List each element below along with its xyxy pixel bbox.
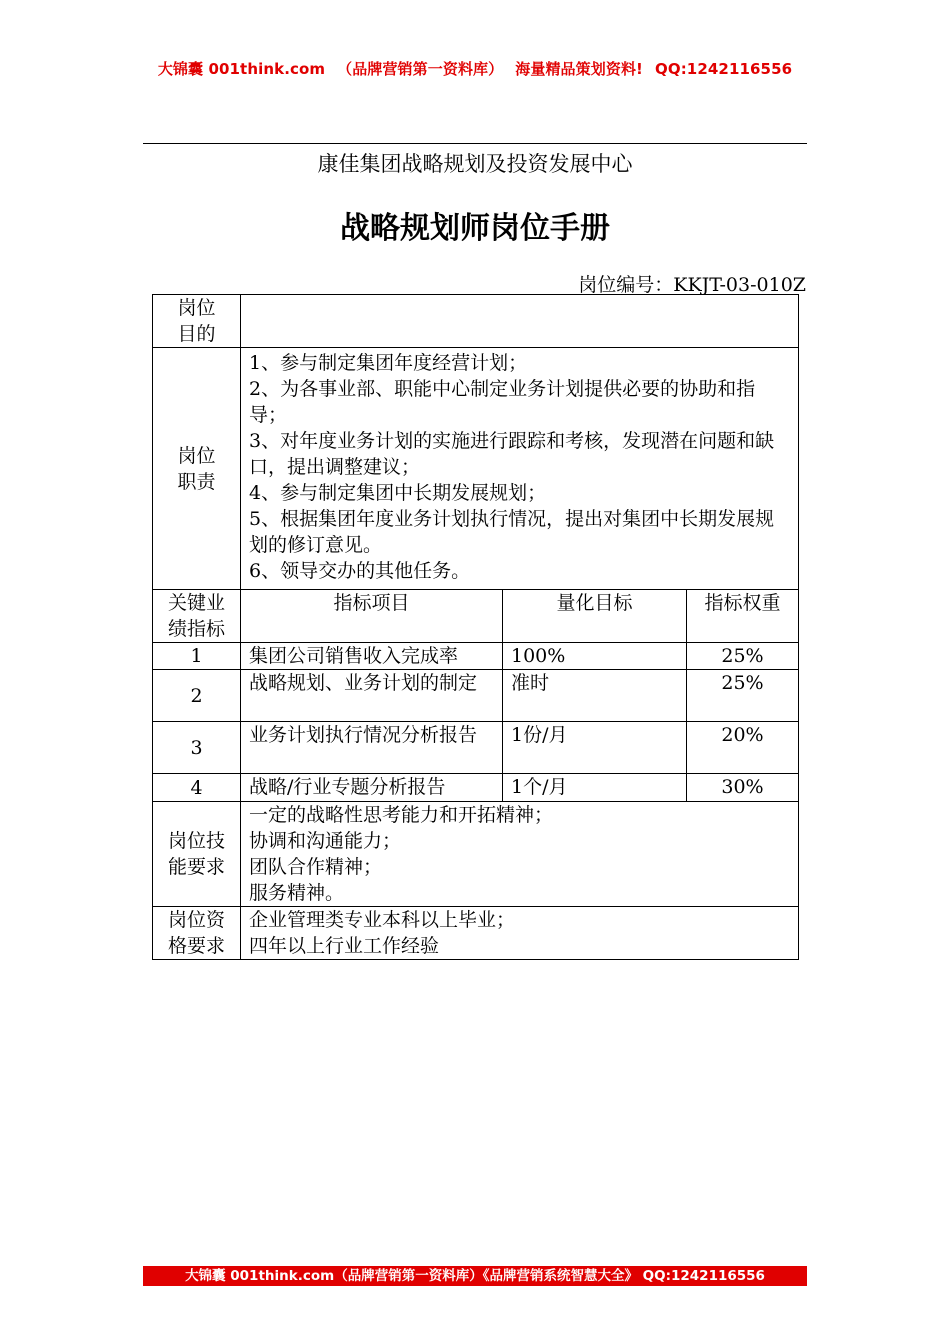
kpi-header-row <box>153 590 799 643</box>
kpi-weight: 30% <box>687 774 799 802</box>
kpi-item: 战略规划、业务计划的制定 <box>241 670 503 722</box>
job-manual-table <box>152 294 799 960</box>
kpi-no: 2 <box>153 670 241 722</box>
list-item: 1、参与制定集团年度经营计划； <box>249 352 528 374</box>
list-item: 服务精神。 <box>249 882 345 904</box>
table-row <box>153 670 799 722</box>
list-item: 企业管理类专业本科以上毕业； <box>249 909 516 931</box>
kpi-no: 3 <box>153 722 241 774</box>
list-item: 6、领导交办的其他任务。 <box>249 560 471 582</box>
header-divider <box>143 143 807 144</box>
qualifications-label: 岗位资格要求 <box>153 907 241 960</box>
qualifications-row <box>153 907 799 960</box>
header-slogan: 海量精品策划资料! <box>515 60 643 78</box>
table-row <box>153 774 799 802</box>
qualifications-list <box>241 907 799 960</box>
list-item: 团队合作精神； <box>249 856 383 878</box>
kpi-header-weight: 指标权重 <box>687 590 799 643</box>
skills-row <box>153 802 799 907</box>
header-qq: QQ:1242116556 <box>655 60 793 78</box>
kpi-target: 1份/月 <box>503 722 687 774</box>
list-item: 2、为各事业部、职能中心制定业务计划提供必要的协助和指导； <box>249 378 756 426</box>
footer-banner: 大锦囊 001think.com（品牌营销第一资料库）《品牌营销系统智慧大全》 QQ:1242116556 <box>143 1266 807 1286</box>
kpi-item: 战略/行业专题分析报告 <box>241 774 503 802</box>
kpi-header-item: 指标项目 <box>241 590 503 643</box>
list-item: 3、对年度业务计划的实施进行跟踪和考核，发现潜在问题和缺口，提出调整建议； <box>249 430 775 478</box>
kpi-target: 100% <box>503 643 687 670</box>
kpi-target: 1个/月 <box>503 774 687 802</box>
list-item: 5、根据集团年度业务计划执行情况，提出对集团中长期发展规划的修订意见。 <box>249 508 775 556</box>
table-row <box>153 643 799 670</box>
table-row <box>153 722 799 774</box>
responsibilities-list <box>241 348 799 590</box>
header-brand: 大锦囊 001think.com <box>157 60 326 78</box>
header-banner <box>0 58 950 79</box>
purpose-label: 岗位目的 <box>153 295 241 348</box>
department-name: 康佳集团战略规划及投资发展中心 <box>317 152 633 176</box>
responsibilities-label: 岗位职责 <box>153 348 241 590</box>
kpi-item: 业务计划执行情况分析报告 <box>241 722 503 774</box>
list-item: 四年以上行业工作经验 <box>249 935 440 957</box>
kpi-label: 关键业绩指标 <box>153 590 241 643</box>
kpi-weight: 25% <box>687 643 799 670</box>
kpi-weight: 25% <box>687 670 799 722</box>
kpi-no: 1 <box>153 643 241 670</box>
header-library: （品牌营销第一资料库） <box>337 60 504 78</box>
list-item: 4、参与制定集团中长期发展规划； <box>249 482 547 504</box>
list-item: 协调和沟通能力； <box>249 830 402 852</box>
position-code: 岗位编号：KKJT-03-010Z <box>578 274 806 296</box>
list-item: 一定的战略性思考能力和开拓精神； <box>249 804 554 826</box>
purpose-row <box>153 295 799 348</box>
skills-list <box>241 802 799 907</box>
responsibilities-row <box>153 348 799 590</box>
kpi-item: 集团公司销售收入完成率 <box>241 643 503 670</box>
skills-label: 岗位技能要求 <box>153 802 241 907</box>
kpi-header-target: 量化目标 <box>503 590 687 643</box>
kpi-no: 4 <box>153 774 241 802</box>
kpi-weight: 20% <box>687 722 799 774</box>
purpose-content <box>241 295 799 348</box>
document-title: 战略规划师岗位手册 <box>340 211 610 246</box>
kpi-target: 准时 <box>503 670 687 722</box>
